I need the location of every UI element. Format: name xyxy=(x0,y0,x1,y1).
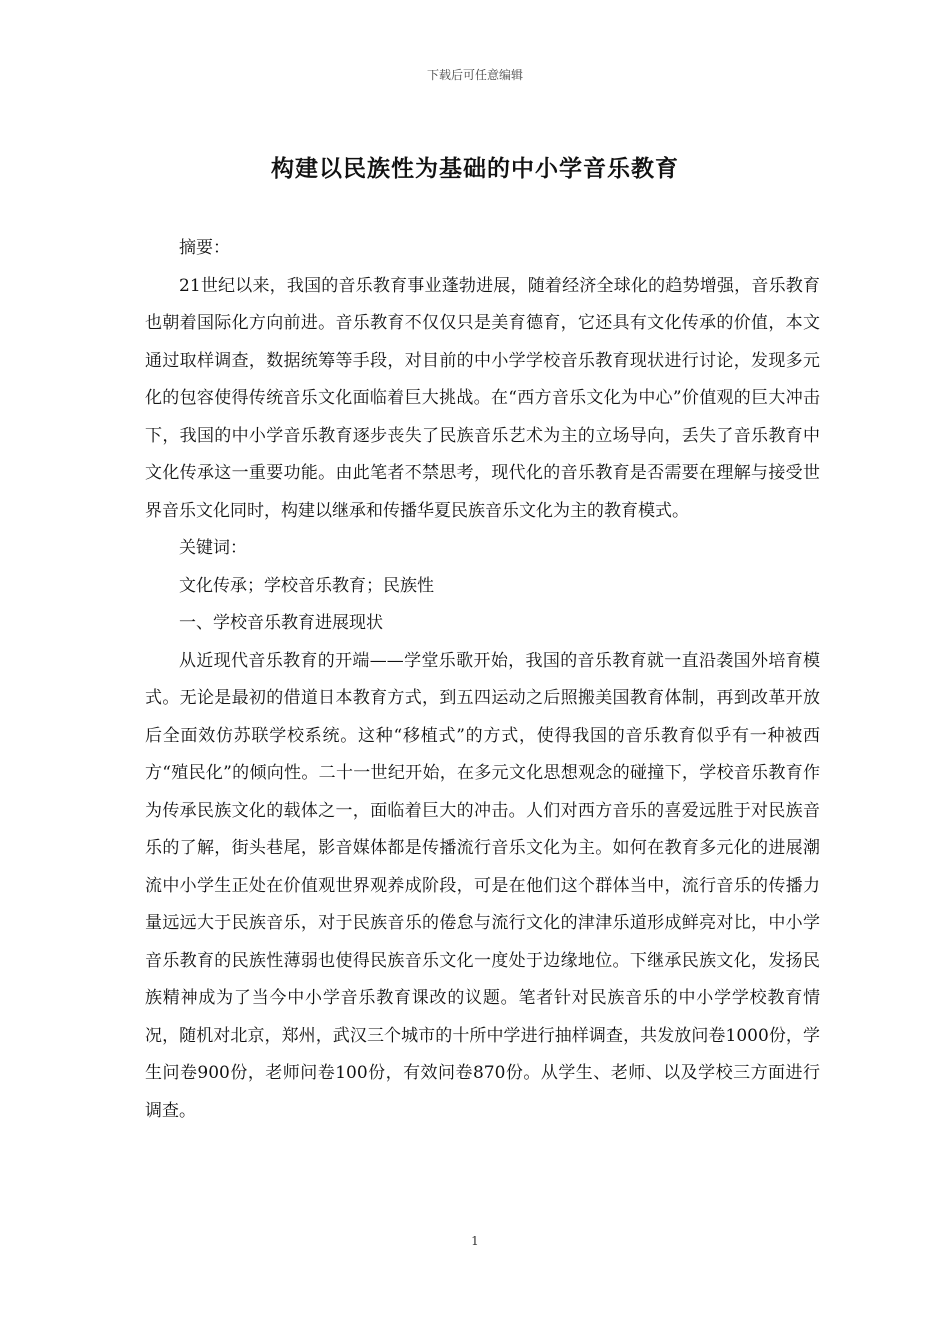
page-number: 1 xyxy=(471,1234,479,1248)
section-heading: 一、学校音乐教育进展现状 xyxy=(179,613,383,633)
header-note: 下载后可任意编辑 xyxy=(426,68,523,82)
abstract-label: 摘要： xyxy=(179,238,230,258)
document-body xyxy=(145,230,820,1130)
document-title: 构建以民族性为基础的中小学音乐教育 xyxy=(271,156,679,182)
abstract-paragraph: 21世纪以来，我国的音乐教育事业蓬勃进展，随着经济全球化的趋势增强，音乐教育也朝着国际化方向前进。音乐教育不仅仅只是美育德育，它还具有文化传承的价值，本文通过取样调查，数据统筹等手段，对目前的中小学学校音乐教育现状进行讨论，发现多元化的包容使得传统音乐文化面临着巨大挑战。在“西方音乐文化为中心”价值观的巨大冲击下，我国的中小学音乐教育逐步丧失了民族音乐艺术为主的立场导向，丢失了音乐教育中文化传承这一重要功能。由此笔者不禁思考，现代化的音乐教育是否需要在理解与接受世界音乐文化同时，构建以继承和传播华夏民族音乐文化为主的教育模式。 xyxy=(145,275,820,521)
keywords-paragraph: 文化传承；学校音乐教育；民族性 xyxy=(179,575,434,596)
keywords-label: 关键词： xyxy=(179,538,247,558)
section-body-paragraph: 从近现代音乐教育的开端——学堂乐歌开始，我国的音乐教育就一直沿袭国外培育模式。无论是最初的借道日本教育方式，到五四运动之后照搬美国教育体制，再到改革开放后全面效仿苏联学校系统。这种“移植式”的方式，使得我国的音乐教育似乎有一种被西方“殖民化”的倾向性。二十一世纪开始，在多元文化思想观念的碰撞下，学校音乐教育作为传承民族文化的载体之一，面临着巨大的冲击。人们对西方音乐的喜爱远胜于对民族音乐的了解，街头巷尾，影音媒体都是传播流行音乐文化为主。如何在教育多元化的进展潮流中小学生正处在价值观世界观养成阶段，可是在他们这个群体当中，流行音乐的传播力量远远大于民族音乐，对于民族音乐的倦怠与流行文化的津津乐道形成鲜亮对比，中小学音乐教育的民族性薄弱也使得民族音乐文化一度处于边缘地位。下继承民族文化，发扬民族精神成为了当今中小学音乐教育课改的议题。笔者针对民族音乐的中小学学校教育情况，随机对北京，郑州，武汉三个城市的十所中学进行抽样调查，共发放问卷1000份，学生问卷900份，老师问卷100份，有效问卷870份。从学生、老师、以及学校三方面进行调查。 xyxy=(145,650,820,1121)
